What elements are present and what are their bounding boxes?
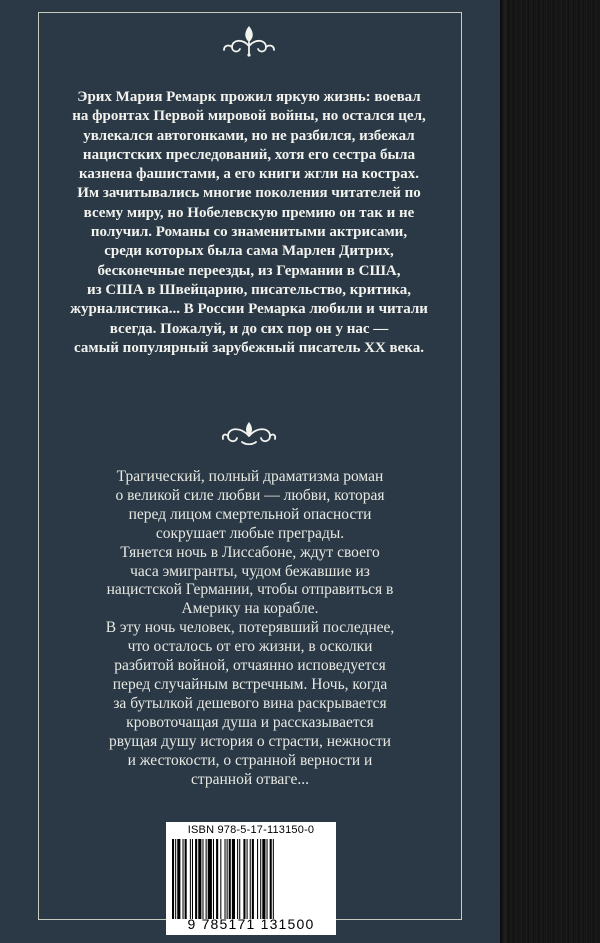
book-spine	[500, 0, 600, 943]
bio-line: бесконечные переезды, из Германии в США,	[97, 262, 401, 279]
barcode-bar	[213, 839, 214, 919]
annotation-line: Тянется ночь в Лиссабоне, ждут своего	[120, 543, 380, 561]
barcode-bar	[260, 839, 261, 919]
annotation-line: В эту ночь человек, потерявший последнее,	[105, 619, 395, 637]
bio-line: получил. Романы со знаменитыми актрисами,	[90, 224, 408, 241]
bio-line: самый популярный зарубежный писатель XX века.	[74, 339, 424, 356]
annotation-line: Америку на корабле.	[181, 600, 319, 618]
bio-line: журналистика... В России Ремарка любили и читали	[70, 301, 428, 318]
barcode-bar	[225, 839, 226, 919]
barcode-bar	[198, 839, 201, 919]
bio-line: из США в Швейцарию, писательство, критика,	[86, 281, 412, 298]
barcode-bar	[270, 839, 272, 919]
bio-line: всегда. Пожалуй, и до сих пор он у нас —	[109, 320, 389, 337]
annotation-line: перед лицом смертельной опасности	[128, 505, 372, 523]
annotation-line: и жестокости, о странной верности и	[127, 751, 373, 769]
annotation-line: рвущая душу история о страсти, нежности	[109, 732, 391, 750]
barcode-bar	[183, 839, 184, 919]
bio-line: Им зачитывались многие поколения читателей по	[77, 185, 421, 202]
barcode-bars	[172, 839, 330, 919]
ornament-flourish-icon	[220, 414, 278, 450]
barcode-bar	[206, 839, 207, 919]
barcode-bar	[232, 839, 235, 919]
barcode-bar	[202, 839, 203, 919]
bio-line: казнена фашистами, а его книги жгли на кострах.	[79, 166, 419, 183]
annotation-line: что осталось от его жизни, в осколки	[127, 638, 373, 656]
barcode-bar	[190, 839, 191, 919]
isbn-label: ISBN 978-5-17-113150-0	[187, 824, 315, 836]
book-annotation	[56, 468, 444, 789]
author-bio	[52, 88, 446, 358]
annotation-line: странной отваге...	[191, 770, 309, 788]
barcode-bar	[177, 839, 180, 919]
bio-line: на фронтах Первой мировой войны, но остался цел,	[72, 108, 426, 125]
annotation-line: за бутылкой дешевого вина раскрывается	[113, 694, 387, 712]
barcode-bar	[175, 839, 176, 919]
barcode-bar	[220, 839, 221, 919]
annotation-line: нацистской Германии, чтобы отправиться в	[106, 581, 394, 599]
barcode-bar	[243, 839, 245, 919]
barcode-bar	[195, 839, 197, 919]
barcode-bar	[273, 839, 274, 919]
barcode-bar	[172, 839, 174, 919]
barcode-bar	[250, 839, 251, 919]
annotation-line: Трагический, полный драматизма роман	[116, 468, 384, 485]
barcode-bar	[237, 839, 238, 919]
barcode-bar	[257, 839, 258, 919]
annotation-line: кровоточащая душа и рассказывается	[126, 713, 374, 731]
bio-line: среди которых была сама Марлен Дитрих,	[104, 243, 394, 260]
barcode-bar	[252, 839, 254, 919]
barcode-bar	[227, 839, 228, 919]
bio-line: Эрих Мария Ремарк прожил яркую жизнь: воевал	[77, 89, 421, 105]
barcode-bar	[229, 839, 231, 919]
barcode-bar	[239, 839, 240, 919]
barcode-digits: 9 785171 131500	[187, 916, 315, 932]
bio-line: увлекался автогонками, но не разбился, избежал	[83, 127, 415, 144]
annotation-line: перед случайным встречным. Ночь, когда	[112, 675, 388, 693]
annotation-line: о великой силе любви — любви, которая	[115, 486, 385, 504]
isbn-barcode	[166, 822, 336, 935]
barcode-bar	[267, 839, 268, 919]
barcode-bar	[192, 839, 193, 919]
barcode-bar	[208, 839, 212, 919]
annotation-line: разбитой войной, отчаянно исповедуется	[114, 657, 386, 675]
ornament-fleuron-icon	[220, 22, 278, 58]
bio-line: всему миру, но Нобелевскую премию он так и не	[83, 204, 415, 221]
barcode-bar	[216, 839, 218, 919]
barcode-bar	[185, 839, 187, 919]
annotation-line: сокрушает любые преграды.	[155, 524, 345, 542]
annotation-line: часа эмигранты, чудом бежавшие из	[130, 562, 370, 580]
barcode-bar	[247, 839, 248, 919]
barcode-bar	[262, 839, 265, 919]
bio-line: нацистских преследований, хотя его сестра была	[82, 146, 416, 163]
